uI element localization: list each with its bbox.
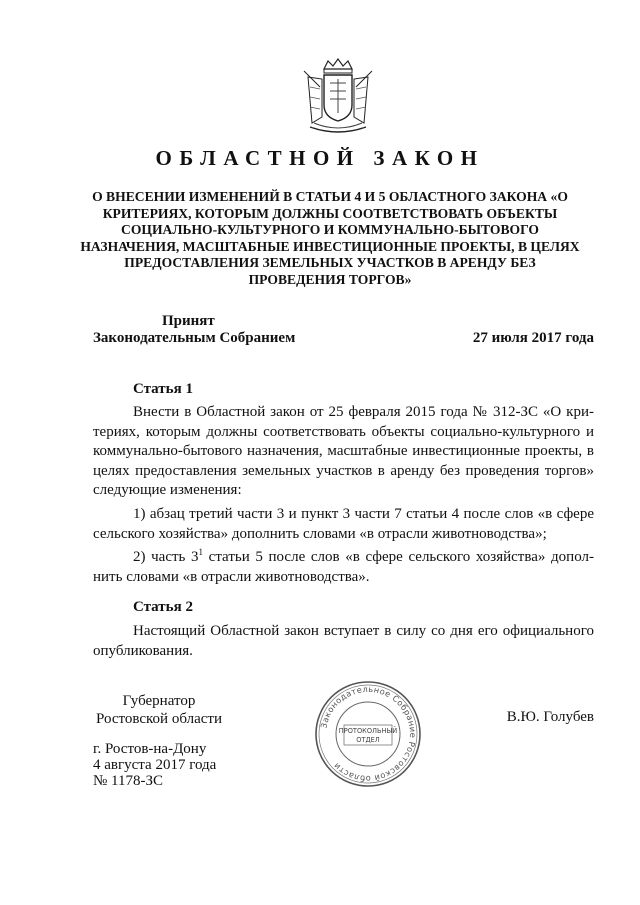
place-and-date	[93, 741, 216, 789]
document-subtitle: О ВНЕСЕНИИ ИЗМЕНЕНИЙ В СТАТЬИ 4 И 5 ОБЛАСТНОГО ЗАКОНА «О КРИТЕРИЯХ, КОТОРЫМ ДОЛЖНЫ СООТВЕТСТВОВАТЬ ОБЪЕКТЫ СОЦИАЛЬНО-КУЛЬТУРНОГО И КОММУНАЛЬНО-БЫТОВОГО НАЗНАЧЕНИЯ, МАСШТАБНЫЕ ИНВЕСТИЦИОННЫЕ ПРОЕКТЫ, В ЦЕЛЯХ ПРЕДОСТАВЛЕНИЯ ЗЕМЕЛЬНЫХ УЧАСТКОВ В АРЕНДУ БЕЗ ПРОВЕДЕНИЯ ТОРГОВ»	[80, 189, 580, 287]
adopted-by: Законодательным Собранием	[93, 330, 296, 346]
place-city: г. Ростов-на-Дону	[93, 741, 207, 757]
rostov-oblast-coat-of-arms-icon	[300, 57, 376, 137]
law-number: № 1178-ЗС	[93, 773, 164, 789]
article-2-text: Настоящий Областной закон вступает в силу со дня его официального опубликования.	[93, 623, 594, 659]
stamp-outer-text: Законодательное Собрание Ростовской области	[318, 683, 419, 785]
article-1-item-2	[93, 548, 594, 587]
signature-role	[93, 692, 225, 728]
adopted-date: 27 июля 2017 года	[472, 330, 594, 346]
place-date: 4 августа 2017 года	[93, 757, 217, 773]
article-1-heading: Статья 1	[133, 381, 193, 397]
signature-name: В.Ю. Голубев	[506, 709, 594, 725]
round-seal-stamp-icon	[313, 679, 423, 789]
article-1-intro: Внести в Областной закон от 25 февраля 2015 года № 312-ЗС «О кри-териях, которым должны соответствовать объекты социально-культурного и коммунально-бытового назначения, масштабные инвестиционные проекты, в целях предоставления земельных участков в аренду без проведения торгов» следующие изменения:	[93, 404, 594, 498]
item-2-superscript: 1	[198, 547, 204, 557]
article-1-item-1: 1) абзац третий части 3 и пункт 3 части 7 статьи 4 после слов «в сфере сельского хозяйства» дополнить словами «в отрасли животноводства»;	[93, 506, 594, 542]
item-2-before: 2) часть 3	[133, 549, 199, 565]
signature-role-line-2: Ростовской области	[96, 711, 222, 727]
signature-role-line-1: Губернатор	[122, 693, 196, 709]
stamp-inner-line-2: ОТДЕЛ	[356, 736, 380, 744]
article-2-heading: Статья 2	[133, 599, 193, 615]
item-2-after: статьи 5 после слов «в сфере сельского хозяйства» допол-нить словами «в отрасли животноводства».	[93, 549, 594, 585]
adopted-label: Принят	[162, 313, 215, 329]
document-title: ОБЛАСТНОЙ ЗАКОН	[155, 146, 485, 170]
stamp-inner-line-1: ПРОТОКОЛЬНЫЙ	[338, 727, 398, 735]
